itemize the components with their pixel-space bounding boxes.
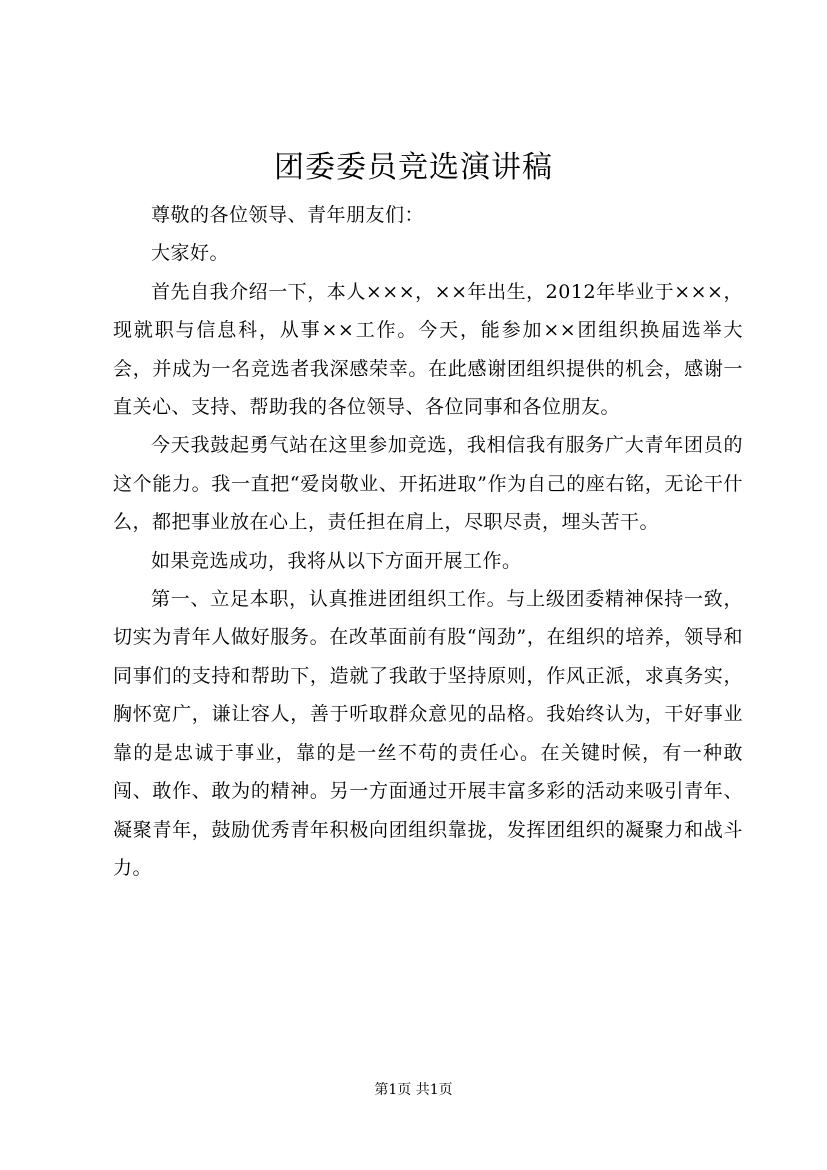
document-title: 团委委员竞选演讲稿 bbox=[274, 150, 553, 185]
paragraph-plan-first: 第一、立足本职，认真推进团组织工作。与上级团委精神保持一致，切实为青年人做好服务。在改革面前有股“闯劲”，在组织的培养，领导和同事们的支持和帮助下，造就了我敢于坚持原则，作风正派，求真务实，胸怀宽广，谦让容人，善于听取群众意见的品格。我始终认为，干好事业靠的是忠诚于事业，靠的是一丝不苟的责任心。在关键时候，有一种敢闯、敢作、敢为的精神。另一方面通过开展丰富多彩的活动来吸引青年、凝聚青年，鼓励优秀青年积极向团组织靠拢，发挥团组织的凝聚力和战斗力。 bbox=[113, 588, 743, 879]
paragraph-salutation: 尊敬的各位领导、青年朋友们： bbox=[151, 204, 425, 226]
page-footer: 第1页 共1页 bbox=[374, 1082, 453, 1098]
paragraph-greeting: 大家好。 bbox=[151, 242, 230, 265]
document-body bbox=[113, 196, 743, 887]
paragraph-plan-intro: 如果竞选成功，我将从以下方面开展工作。 bbox=[151, 549, 522, 572]
paragraph-introduction: 首先自我介绍一下，本人×××，××年出生，2012年毕业于×××，现就职与信息科，从事××工作。今天，能参加××团组织换届选举大会，并成为一名竞选者我深感荣幸。在此感谢团组织提供的机会，感谢一直关心、支持、帮助我的各位领导、各位同事和各位朋友。 bbox=[113, 280, 743, 419]
paragraph-motivation: 今天我鼓起勇气站在这里参加竞选，我相信我有服务广大青年团员的这个能力。我一直把“爱岗敬业、开拓进取”作为自己的座右铭，无论干什么，都把事业放在心上，责任担在肩上，尽职尽责，埋头苦干。 bbox=[113, 434, 743, 534]
